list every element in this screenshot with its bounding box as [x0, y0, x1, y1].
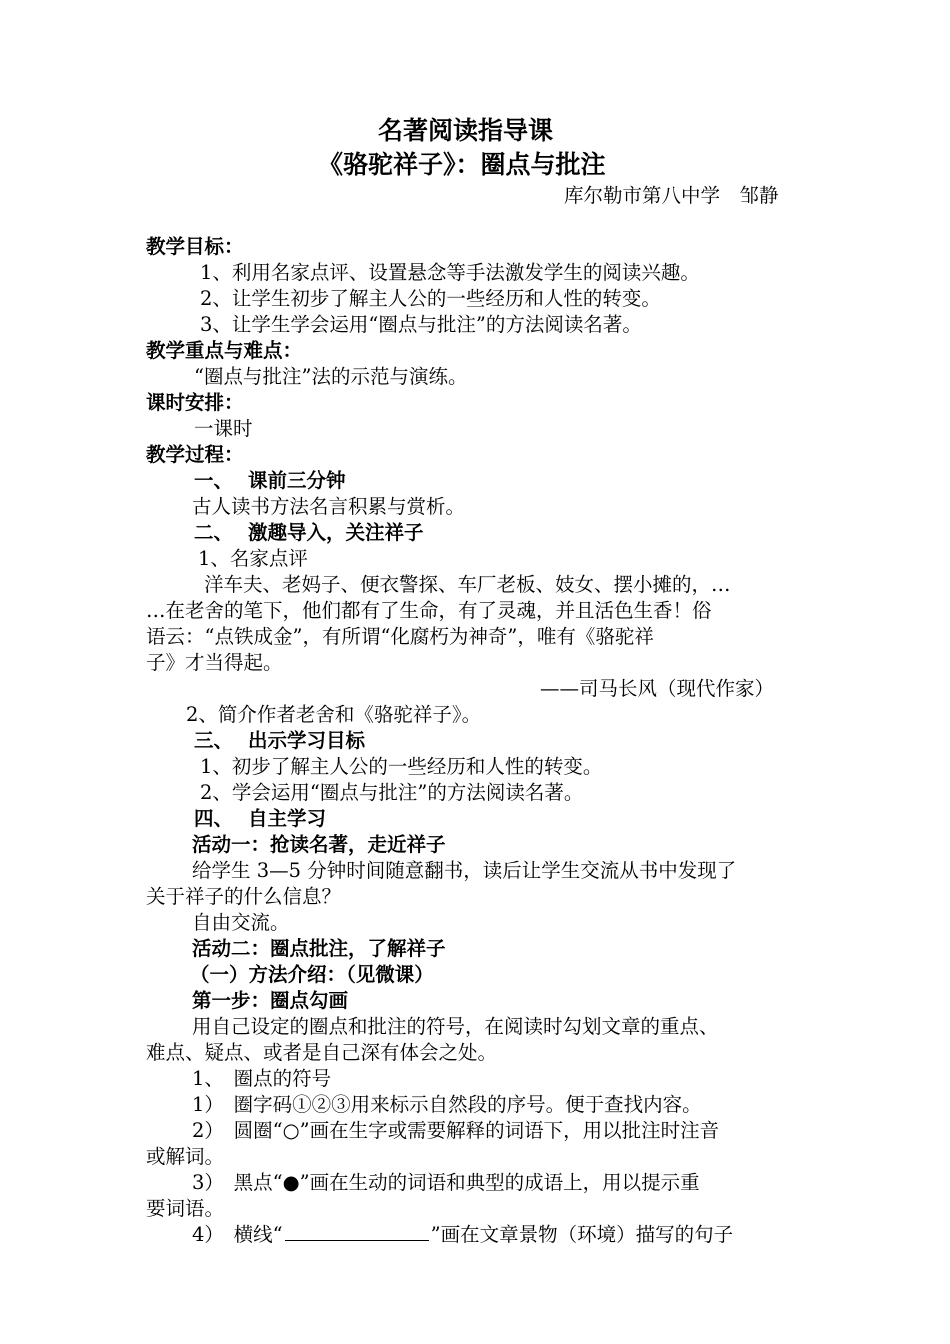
symbol-item-end: ”画在文章景物（环境）描写的句子: [430, 1223, 734, 1246]
focus-heading: 教学重点与难点：: [146, 339, 303, 362]
activity-1-line: 给学生 3—5 分钟时间随意翻书，读后让学生交流从书中发现了: [192, 859, 737, 882]
schedule-heading: 课时安排：: [146, 391, 244, 414]
activity-1-free: 自由交流。: [192, 911, 290, 934]
symbol-item: 3） 黑点“●”画在生动的词语和典型的成语上，用以提示重: [192, 1171, 700, 1194]
symbol-item-start: 4） 横线“: [192, 1223, 283, 1246]
subsection-famous-comment: 1、名家点评: [198, 547, 308, 570]
activity-1-title: 活动一：抢读名著，走近祥子: [192, 833, 446, 856]
section-4-heading: [194, 806, 326, 832]
underline-symbol: [285, 1222, 429, 1241]
quote-line: 洋车夫、老妈子、便衣警探、车厂老板、妓女、摆小摊的，…: [204, 573, 731, 596]
section-number: 一、: [194, 469, 234, 492]
symbol-item: [192, 1222, 733, 1248]
quote-line: 子》才当得起。: [146, 651, 283, 674]
section-1-heading: [194, 468, 346, 494]
section-1-text: 古人读书方法名言积累与赏析。: [192, 495, 466, 518]
symbol-item: 2） 圆圈“○”画在生字或需要解释的词语下，用以批注时注音: [192, 1119, 720, 1142]
doc-title: 名著阅读指导课: [378, 116, 554, 145]
symbol-item: 1） 圈字码①②③用来标示自然段的序号。便于查找内容。: [192, 1093, 702, 1116]
section-title: 激趣导入，关注祥子: [248, 521, 424, 544]
doc-author: 库尔勒市第八中学 邹静: [564, 184, 779, 207]
subsection-author-intro: 2、简介作者老舍和《骆驼祥子》。: [186, 703, 482, 726]
focus-text: “圈点与批注”法的示范与演练。: [194, 365, 468, 388]
doc-subtitle: 《骆驼祥子》：圈点与批注: [318, 150, 606, 179]
section-title: 课前三分钟: [248, 469, 346, 492]
quote-line: …在老舍的笔下，他们都有了生命，有了灵魂，并且活色生香！俗: [146, 599, 712, 622]
step-1-line: 用自己设定的圈点和批注的符号，在阅读时勾划文章的重点、: [192, 1015, 719, 1038]
section-2-heading: [194, 520, 424, 546]
activity-2-title: 活动二：圈点批注，了解祥子: [192, 937, 446, 960]
method-title: （一）方法介绍：（见微课）: [190, 963, 434, 986]
symbol-item-cont: 要词语。: [146, 1197, 225, 1220]
schedule-text: 一课时: [194, 417, 253, 440]
process-heading: 教学过程：: [146, 443, 244, 466]
section-title: 出示学习目标: [248, 729, 366, 752]
objective-item: 1、初步了解主人公的一些经历和人性的转变。: [200, 755, 603, 778]
activity-1-line: 关于祥子的什么信息？: [146, 885, 342, 908]
goal-item: 2、让学生初步了解主人公的一些经历和人性的转变。: [200, 287, 661, 310]
step-1-title: 第一步：圈点勾画: [192, 989, 349, 1012]
section-number: 四、: [194, 807, 234, 830]
section-3-heading: [194, 728, 365, 754]
quote-attribution: ——司马长风（现代作家）: [540, 677, 775, 700]
goal-item: 1、利用名家点评、设置悬念等手法激发学生的阅读兴趣。: [200, 261, 700, 284]
step-1-line: 难点、疑点、或者是自己深有体会之处。: [146, 1041, 498, 1064]
section-number: 三、: [194, 729, 234, 752]
section-title: 自主学习: [248, 807, 327, 830]
goal-item: 3、让学生学会运用“圈点与批注”的方法阅读名著。: [200, 313, 642, 336]
symbols-heading: 1、 圈点的符号: [192, 1067, 332, 1090]
symbol-item-cont: 或解词。: [146, 1145, 225, 1168]
goals-heading: 教学目标：: [146, 235, 244, 258]
section-number: 二、: [194, 521, 234, 544]
objective-item: 2、学会运用“圈点与批注”的方法阅读名著。: [200, 781, 584, 804]
quote-line: 语云：“点铁成金”，有所谓“化腐朽为神奇”，唯有《骆驼祥: [146, 625, 654, 648]
